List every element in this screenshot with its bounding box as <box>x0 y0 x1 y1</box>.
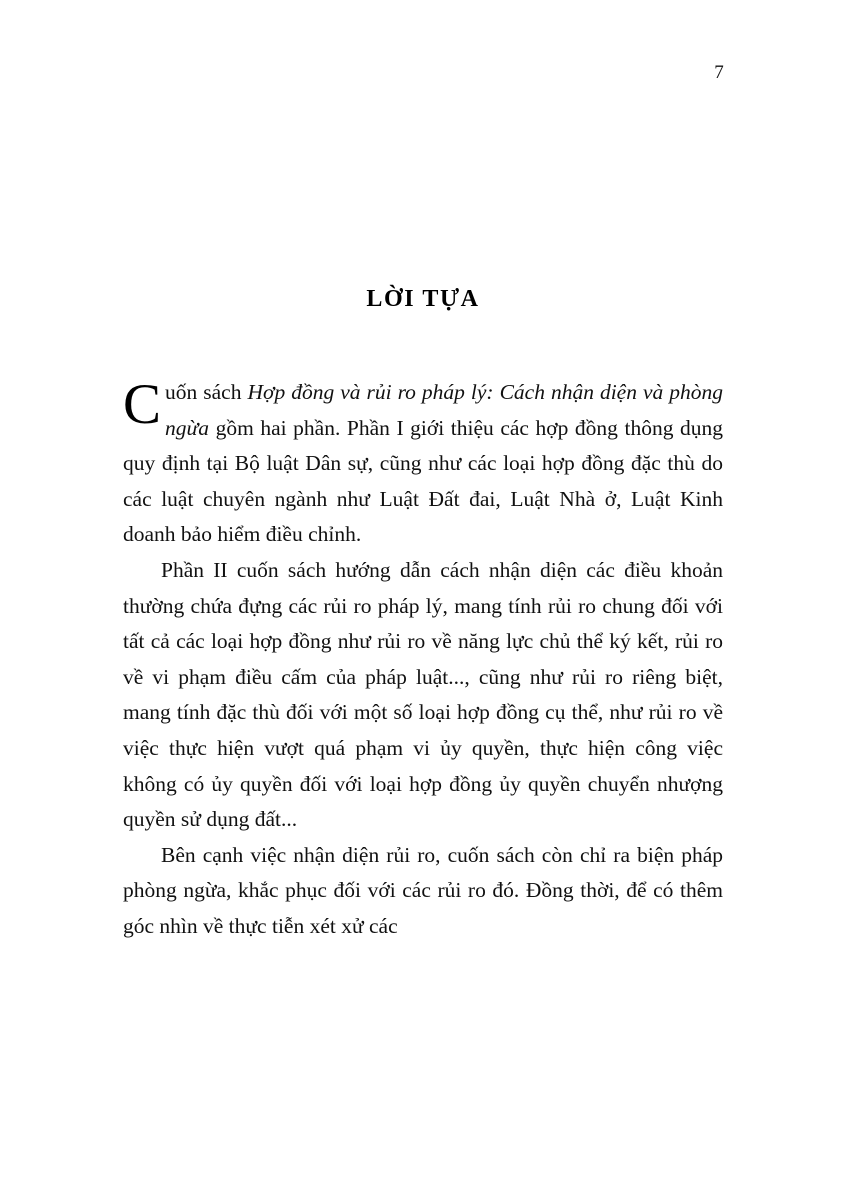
page-title: LỜI TỰA <box>366 286 480 312</box>
page-content <box>123 286 723 945</box>
paragraph <box>123 375 723 553</box>
text-run: gồm hai phần. Phần I giới thiệu các hợp đồng thông dụng quy định tại Bộ luật Dân sự, cũng như các loại hợp đồng đặc thù do các luật chuyên ngành như Luật Đất đai, Luật Nhà ở, Luật Kinh doanh bảo hiểm điều chỉnh. <box>123 415 723 547</box>
paragraph <box>123 553 723 838</box>
body-paragraphs <box>123 375 723 945</box>
book-title-italic: Hợp đồng và rủi ro pháp lý: Cách nhận diện và phòng ngừa <box>165 380 724 440</box>
drop-cap: C <box>123 373 162 436</box>
text-run: uốn sách <box>165 380 248 404</box>
page-number: 7 <box>714 62 724 83</box>
text-run: Bên cạnh việc nhận diện rủi ro, cuốn sách còn chỉ ra biện pháp phòng ngừa, khắc phục đối với các rủi ro đó. Đồng thời, để có thêm góc nhìn về thực tiễn xét xử các <box>123 842 723 938</box>
text-run: Phần II cuốn sách hướng dẫn cách nhận diện các điều khoản thường chứa đựng các rủi ro pháp lý, mang tính rủi ro chung đối với tất cả các loại hợp đồng như rủi ro về năng lực chủ thể ký kết, rủi ro về vi phạm điều cấm của pháp luật..., cũng như rủi ro riêng biệt, mang tính đặc thù đối với một số loại hợp đồng cụ thể, như rủi ro về việc thực hiện vượt quá phạm vi ủy quyền, thực hiện công việc không có ủy quyền đối với loại hợp đồng ủy quyền chuyển nhượng quyền sử dụng đất... <box>123 557 723 832</box>
paragraph <box>123 838 723 945</box>
